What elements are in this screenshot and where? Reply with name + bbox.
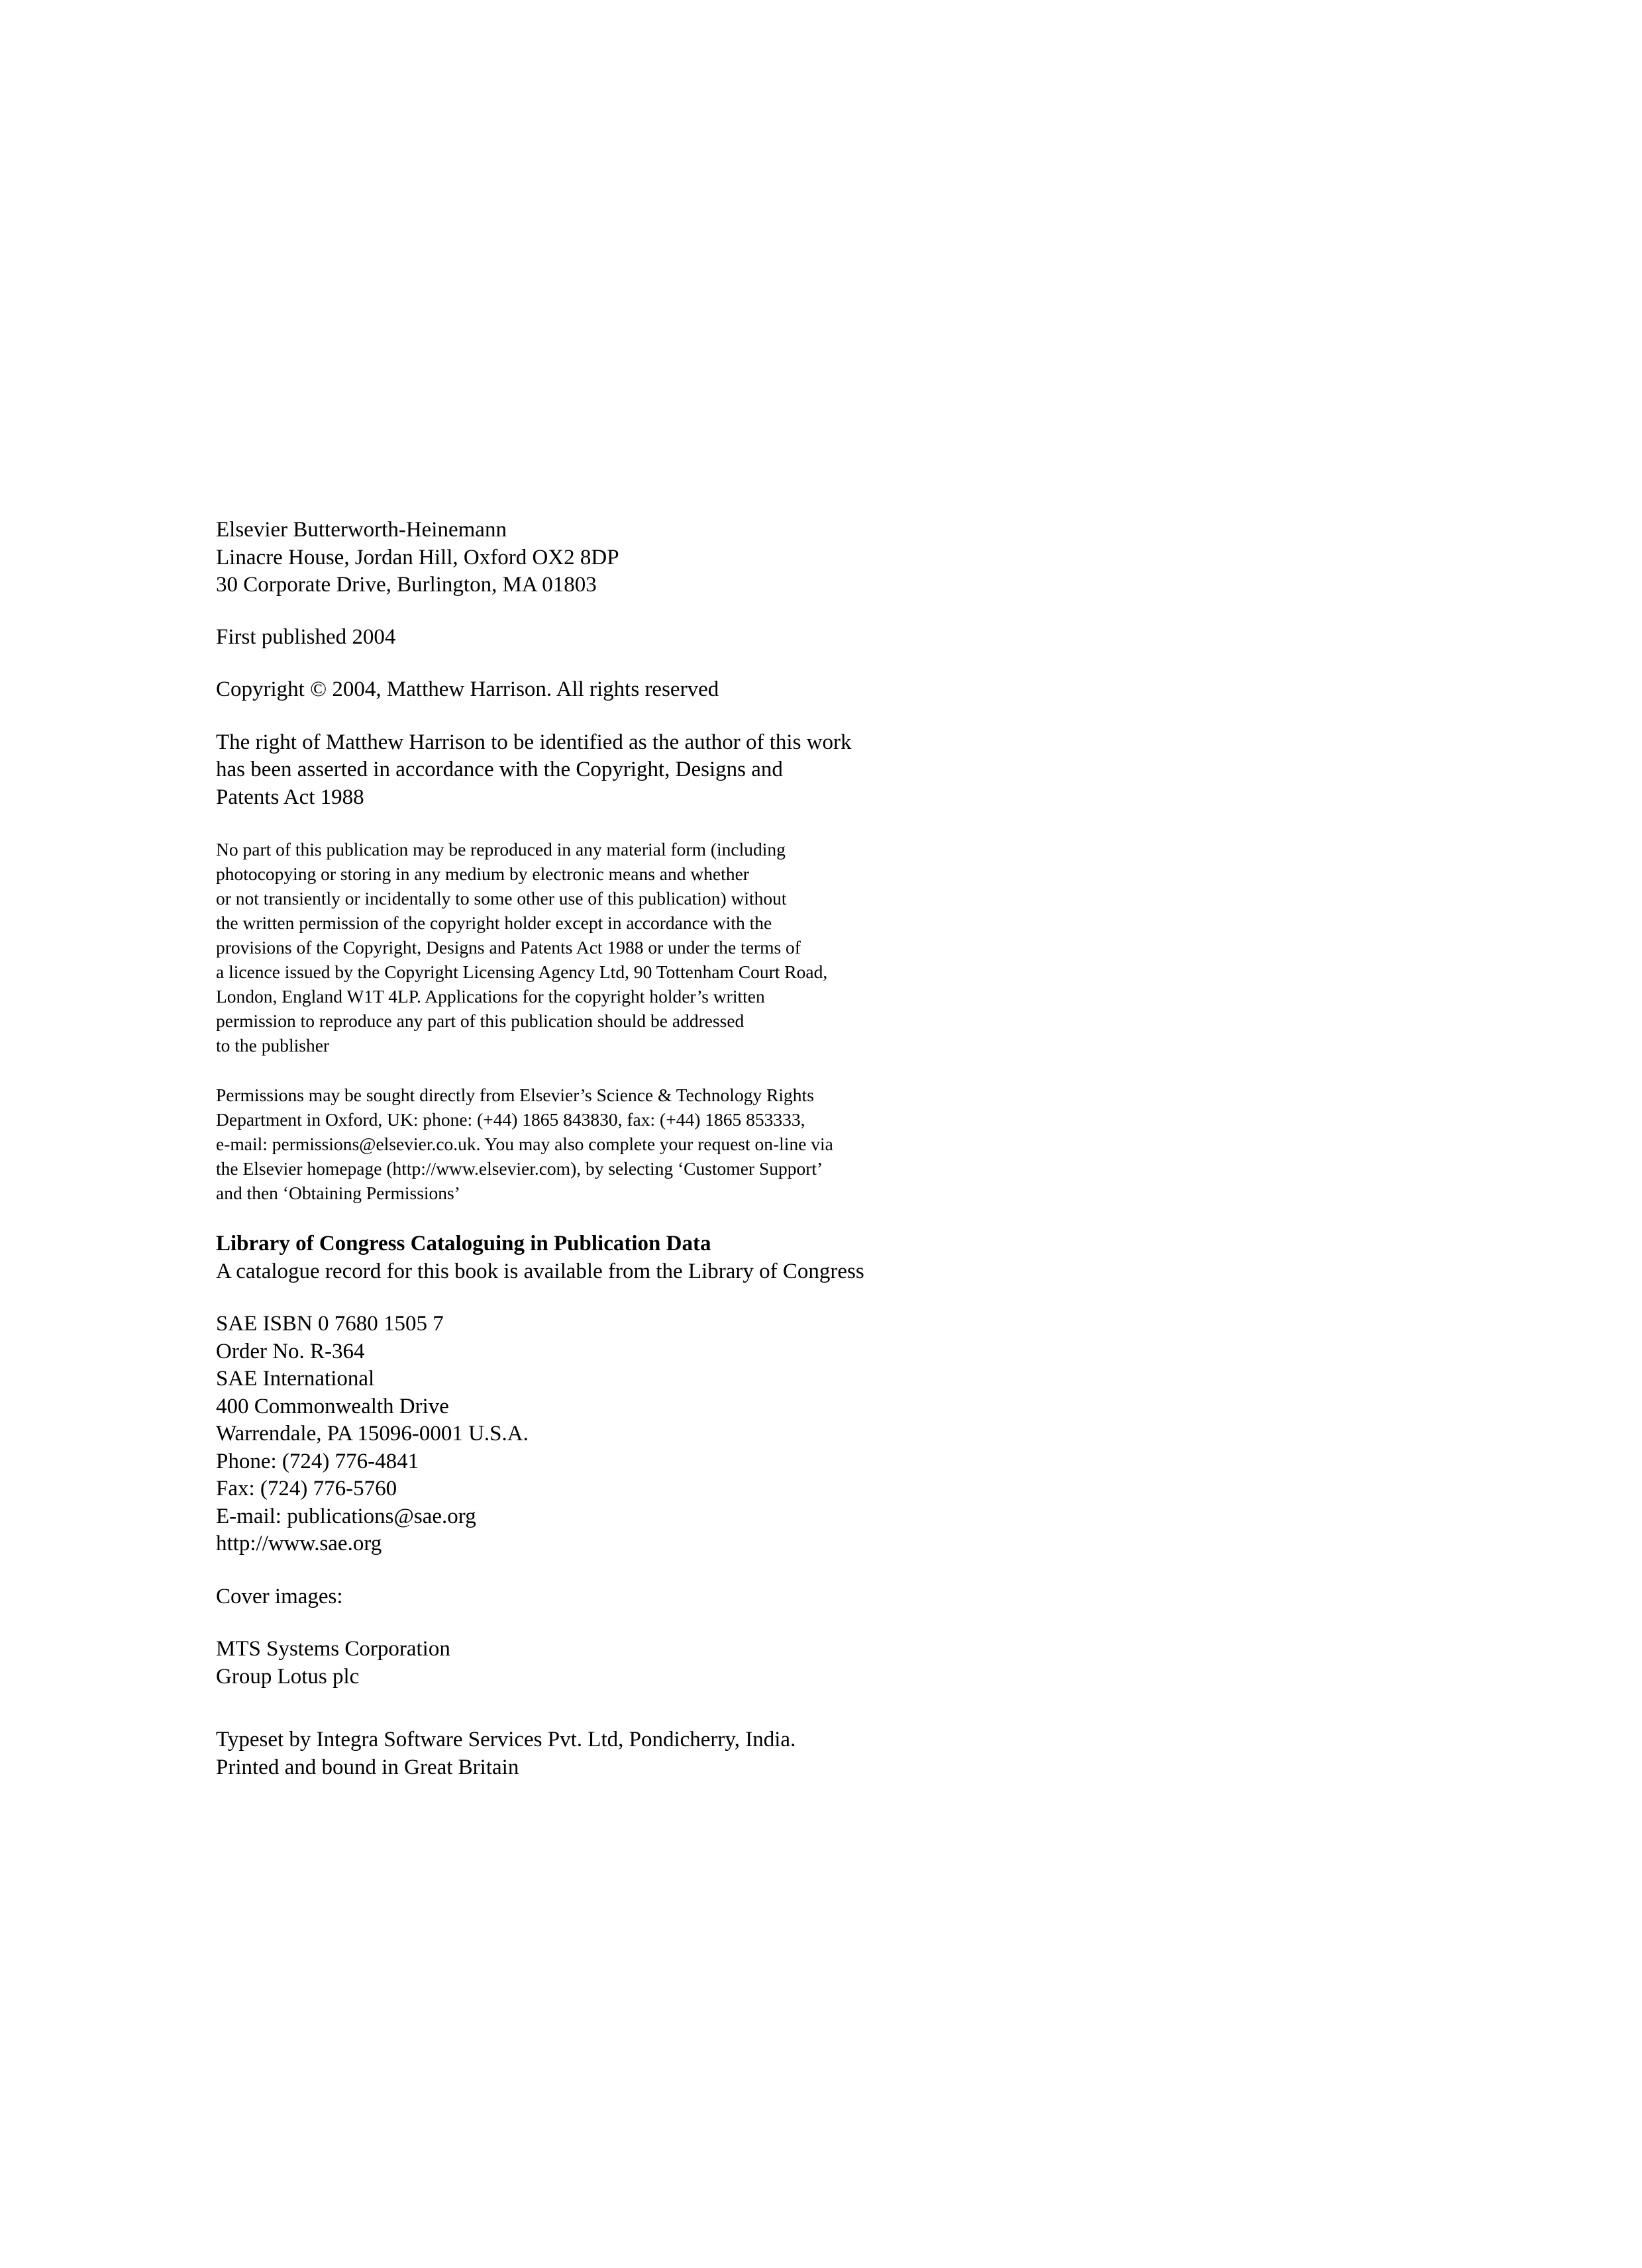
moral-rights-line: has been asserted in accordance with the Copyright, Designs and [216, 758, 783, 781]
copyright-page [216, 517, 1342, 1781]
reproduction-line: No part of this publication may be reproduced in any material form (including [216, 839, 786, 860]
sae-fax: Fax: (724) 776-5760 [216, 1477, 397, 1501]
reproduction-notice [216, 837, 1342, 1058]
cip-heading: Library of Congress Cataloguing in Publication Data [216, 1232, 711, 1256]
copyright-text: Copyright © 2004, Matthew Harrison. All rights reserved [216, 677, 719, 701]
permissions-line: and then ‘Obtaining Permissions’ [216, 1183, 460, 1203]
cover-images-label-text: Cover images: [216, 1584, 343, 1608]
publisher-address [216, 517, 1342, 599]
copyright-line [216, 676, 1342, 704]
moral-rights-statement [216, 729, 1342, 812]
reproduction-line: the written permission of the copyright holder except in accordance with the [216, 912, 772, 933]
publisher-address-us: 30 Corporate Drive, Burlington, MA 01803 [216, 573, 597, 597]
typeset-credits [216, 1726, 1342, 1781]
first-published-text: First published 2004 [216, 624, 396, 649]
sae-city: Warrendale, PA 15096-0001 U.S.A. [216, 1422, 529, 1446]
sae-name: SAE International [216, 1367, 375, 1391]
reproduction-line: a licence issued by the Copyright Licensing Agency Ltd, 90 Tottenham Court Road, [216, 961, 828, 982]
sae-phone: Phone: (724) 776-4841 [216, 1449, 419, 1473]
cover-credit: MTS Systems Corporation [216, 1637, 450, 1661]
sae-street: 400 Commonwealth Drive [216, 1394, 449, 1418]
permissions-line: e-mail: permissions@elsevier.co.uk. You may also complete your request on-line via [216, 1134, 833, 1154]
permissions-line: Department in Oxford, UK: phone: (+44) 1865 843830, fax: (+44) 1865 853333, [216, 1109, 805, 1130]
publisher-name: Elsevier Butterworth-Heinemann [216, 518, 507, 542]
cip-text: A catalogue record for this book is available from the Library of Congress [216, 1259, 864, 1283]
reproduction-line: provisions of the Copyright, Designs and Patents Act 1988 or under the terms of [216, 937, 801, 958]
printed-line: Printed and bound in Great Britain [216, 1755, 519, 1779]
permissions-line: the Elsevier homepage (http://www.elsevier.com), by selecting ‘Customer Support’ [216, 1158, 823, 1179]
sae-isbn: SAE ISBN 0 7680 1505 7 [216, 1312, 444, 1336]
cip-data [216, 1230, 1342, 1285]
reproduction-line: permission to reproduce any part of this publication should be addressed [216, 1011, 744, 1031]
moral-rights-line: The right of Matthew Harrison to be identified as the author of this work [216, 730, 852, 754]
publisher-address-uk: Linacre House, Jordan Hill, Oxford OX2 8DP [216, 545, 619, 569]
typeset-line: Typeset by Integra Software Services Pvt. Ltd, Pondicherry, India. [216, 1728, 796, 1751]
sae-details [216, 1310, 1342, 1558]
reproduction-line: photocopying or storing in any medium by electronic means and whether [216, 863, 749, 884]
reproduction-line: to the publisher [216, 1035, 330, 1056]
cover-credits [216, 1636, 1342, 1691]
cover-images-label [216, 1583, 1342, 1611]
sae-website: http://www.sae.org [216, 1532, 382, 1555]
permissions-line: Permissions may be sought directly from Elsevier’s Science & Technology Rights [216, 1085, 814, 1105]
permissions-notice [216, 1083, 1342, 1205]
reproduction-line: or not transiently or incidentally to some other use of this publication) without [216, 888, 787, 909]
moral-rights-line: Patents Act 1988 [216, 785, 364, 809]
first-published [216, 624, 1342, 652]
sae-order-number: Order No. R-364 [216, 1339, 365, 1363]
sae-email: E-mail: publications@sae.org [216, 1504, 476, 1528]
cover-credit: Group Lotus plc [216, 1664, 360, 1689]
reproduction-line: London, England W1T 4LP. Applications for the copyright holder’s written [216, 986, 765, 1007]
